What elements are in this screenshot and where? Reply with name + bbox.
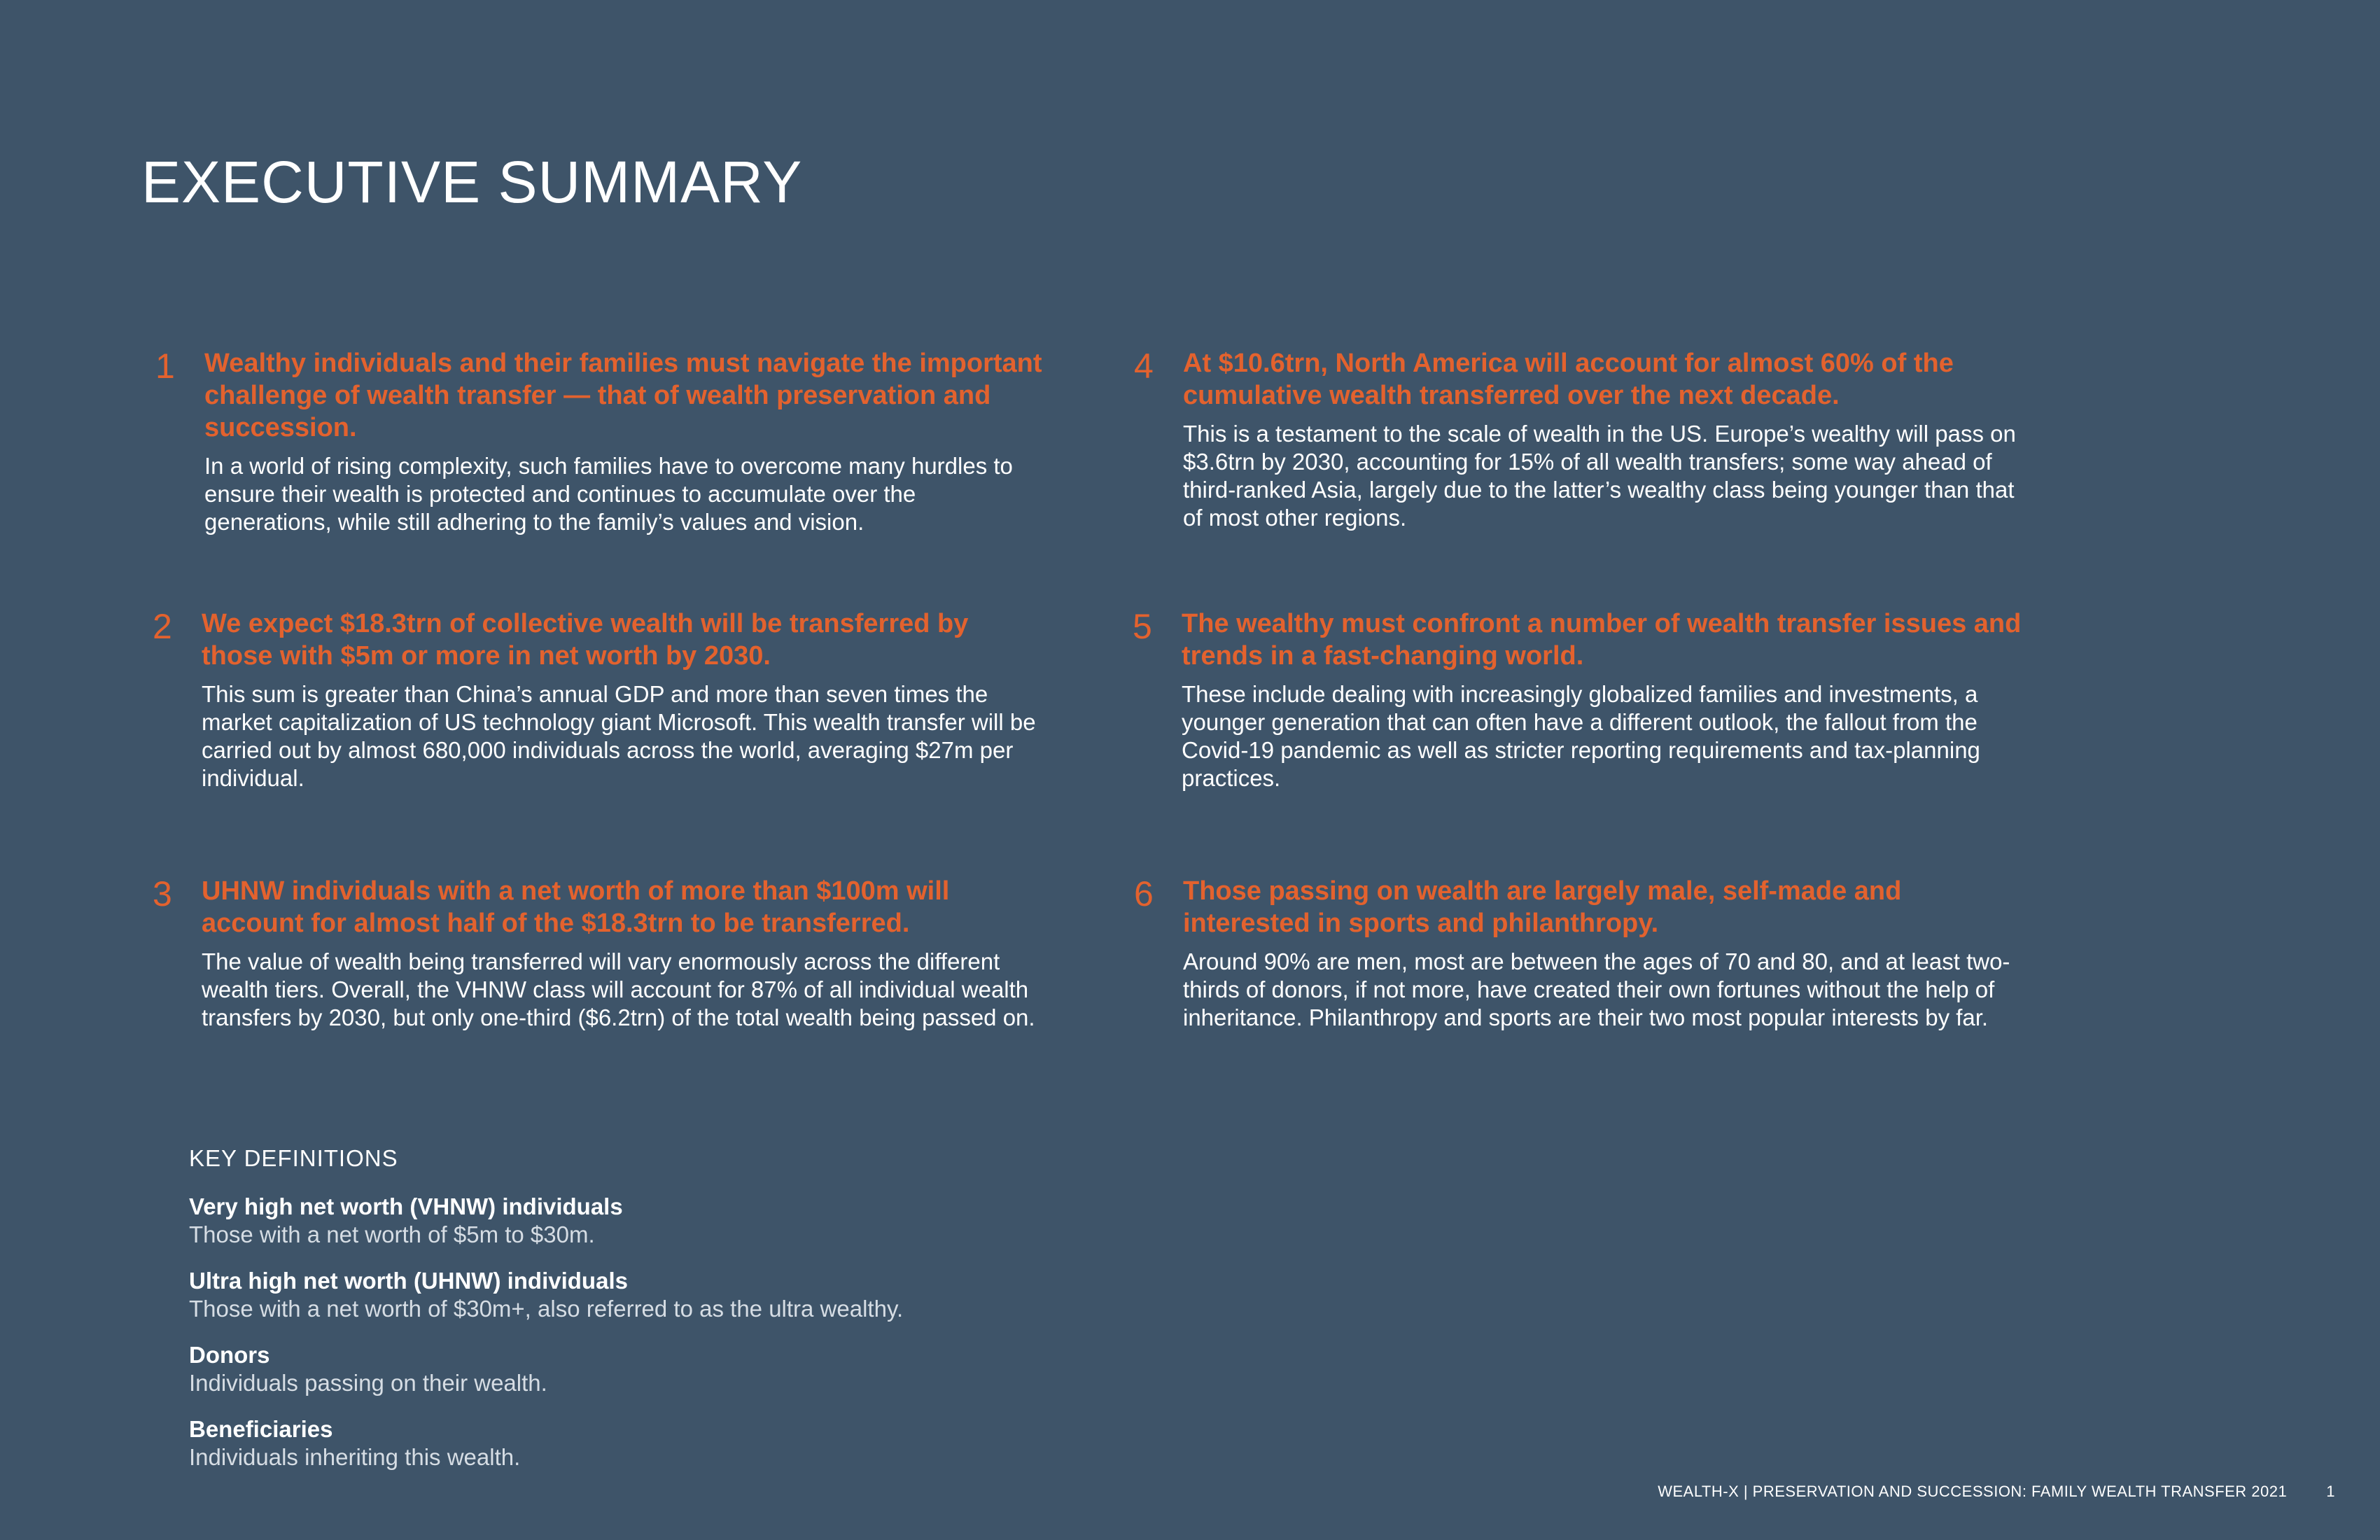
item-number: 4 xyxy=(1134,346,1154,386)
item-heading: We expect $18.3trn of collective wealth will be transferred by those with $5m or more in net worth by 2030. xyxy=(202,609,969,671)
page-title: EXECUTIVE SUMMARY xyxy=(141,149,803,215)
page-footer xyxy=(1658,1483,2335,1501)
definition-term: Beneficiaries xyxy=(189,1416,333,1442)
definition-description: Individuals passing on their wealth. xyxy=(189,1370,547,1396)
footer-text: WEALTH-X | PRESERVATION AND SUCCESSION: FAMILY WEALTH TRANSFER 2021 xyxy=(1658,1483,2288,1500)
item-body: This is a testament to the scale of wealth in the US. Europe’s wealthy will pass on $3.6trn by 2030, accounting for 15% of all wealth transfers; some way ahead of third-ranked Asia, largely due to the latter’s wealthy class being younger than that of most other regions. xyxy=(1183,421,2016,531)
key-definitions-title: KEY DEFINITIONS xyxy=(189,1145,398,1171)
definition-term: Ultra high net worth (UHNW) individuals xyxy=(189,1268,628,1294)
item-number: 6 xyxy=(1134,874,1154,913)
item-number: 5 xyxy=(1133,607,1152,646)
summary-item-5 xyxy=(1133,608,2022,792)
definition-term: Very high net worth (VHNW) individuals xyxy=(189,1194,623,1219)
item-body: In a world of rising complexity, such families have to overcome many hurdles to ensure their wealth is protected and continues to accumulate over the generations, while still adhering to the family’s values and vision. xyxy=(204,453,1013,535)
item-heading: UHNW individuals with a net worth of more than $100m will account for almost half of the $18.3trn to be transferred. xyxy=(202,876,950,938)
item-body: This sum is greater than China’s annual GDP and more than seven times the market capitalization of US technology giant Microsoft. This wealth transfer will be carried out by almost 680,000 individuals across the world, averaging $27m per individual. xyxy=(202,681,1036,791)
item-body: The value of wealth being transferred will vary enormously across the different wealth tiers. Overall, the VHNW class will account for 87% of all individual wealth transfers by 2030, but only one-third ($6.2trn) of the total wealth being passed on. xyxy=(202,948,1035,1030)
summary-item-1 xyxy=(155,347,1044,536)
item-body: These include dealing with increasingly globalized families and investments, a younger generation that can often have a different outlook, the fallout from the Covid-19 pandemic as well as stricter reporting requirements and tax-planning practices. xyxy=(1182,681,1980,791)
item-heading: At $10.6trn, North America will account for almost 60% of the cumulative wealth transferred over the next decade. xyxy=(1183,349,1954,410)
definition-description: Those with a net worth of $30m+, also referred to as the ultra wealthy. xyxy=(189,1296,904,1322)
definition-term: Donors xyxy=(189,1342,270,1368)
item-body: Around 90% are men, most are between the ages of 70 and 80, and at least two-thirds of donors, if not more, have created their own fortunes without the help of inheritance. Philanthropy and sports are their two most popular interests by far. xyxy=(1183,948,2010,1030)
key-definitions xyxy=(189,1145,1099,1490)
definition-description: Those with a net worth of $5m to $30m. xyxy=(189,1222,595,1247)
definition-item xyxy=(189,1267,1099,1323)
item-number: 1 xyxy=(155,346,175,386)
definition-description: Individuals inheriting this wealth. xyxy=(189,1444,521,1470)
item-heading: Wealthy individuals and their families must navigate the important challenge of wealth transfer — that of wealth preservation and succession. xyxy=(204,349,1042,442)
summary-item-2 xyxy=(153,608,1042,792)
page-number: 1 xyxy=(2326,1483,2335,1500)
summary-item-6 xyxy=(1134,875,2023,1032)
item-number: 2 xyxy=(153,607,172,646)
item-heading: Those passing on wealth are largely male, self-made and interested in sports and philanthropy. xyxy=(1183,876,1902,938)
summary-item-3 xyxy=(153,875,1042,1032)
definition-item xyxy=(189,1193,1099,1249)
item-number: 3 xyxy=(153,874,172,913)
item-heading: The wealthy must confront a number of wealth transfer issues and trends in a fast-changing world. xyxy=(1182,609,2022,671)
summary-item-4 xyxy=(1134,347,2023,532)
definition-item xyxy=(189,1415,1099,1471)
definition-item xyxy=(189,1341,1099,1397)
